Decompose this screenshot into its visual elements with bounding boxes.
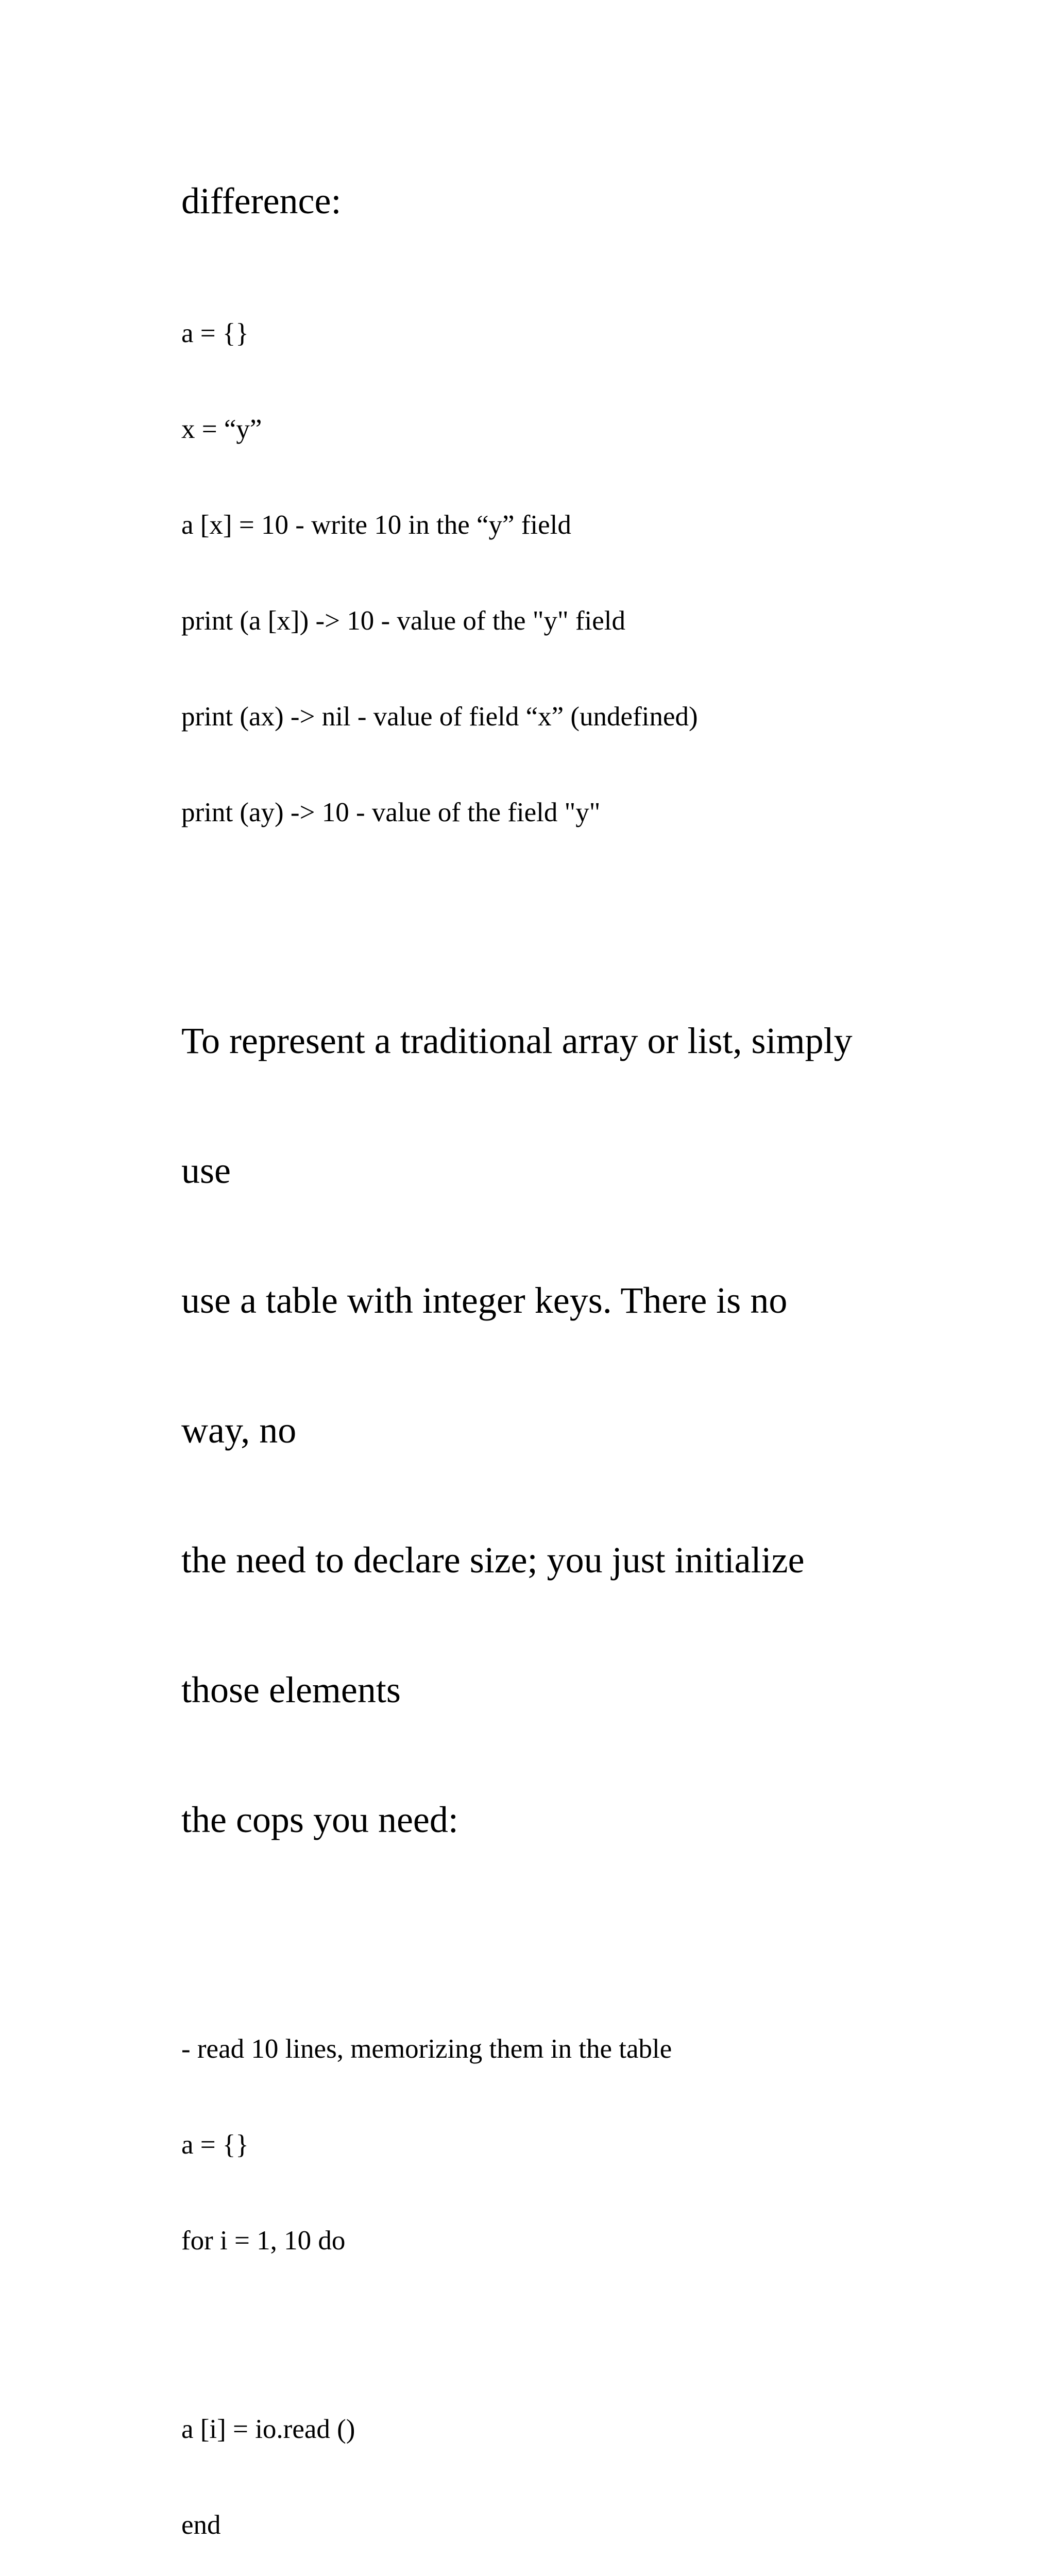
code-line: for i = 1, 10 do — [181, 2226, 346, 2256]
text-line: the need to declare size; you just initialize — [181, 1539, 805, 1581]
code-block-2-head — [181, 1969, 897, 2320]
text-line: use — [181, 1150, 231, 1191]
text-line: use a table with integer keys. There is no — [181, 1280, 788, 1321]
code-line: end — [181, 2510, 221, 2540]
code-block-2-body — [181, 2349, 897, 2576]
code-line: a [i] = io.read () — [181, 2414, 355, 2444]
text-line: the cops you need: — [181, 1799, 458, 1840]
code-line: a [x] = 10 - write 10 in the “y” field — [181, 510, 571, 540]
text-line: way, no — [181, 1410, 297, 1451]
paragraph-1 — [181, 933, 897, 1928]
code-line: x = “y” — [181, 414, 262, 444]
code-block-1 — [181, 253, 897, 892]
text-line: To represent a traditional array or list, simply — [181, 1020, 853, 1061]
code-line: a = {} — [181, 2130, 249, 2160]
code-line: - read 10 lines, memorizing them in the table — [181, 2034, 672, 2064]
code-line: print (ax) -> nil - value of field “x” (undefined) — [181, 702, 698, 732]
text-line: those elements — [181, 1669, 401, 1710]
code-line: a = {} — [181, 318, 249, 348]
code-line: print (a [x]) -> 10 - value of the "y" field — [181, 606, 625, 636]
page-content — [181, 179, 897, 2576]
section-heading: difference: — [181, 180, 342, 222]
code-line: print (ay) -> 10 - value of the field "y" — [181, 798, 601, 827]
